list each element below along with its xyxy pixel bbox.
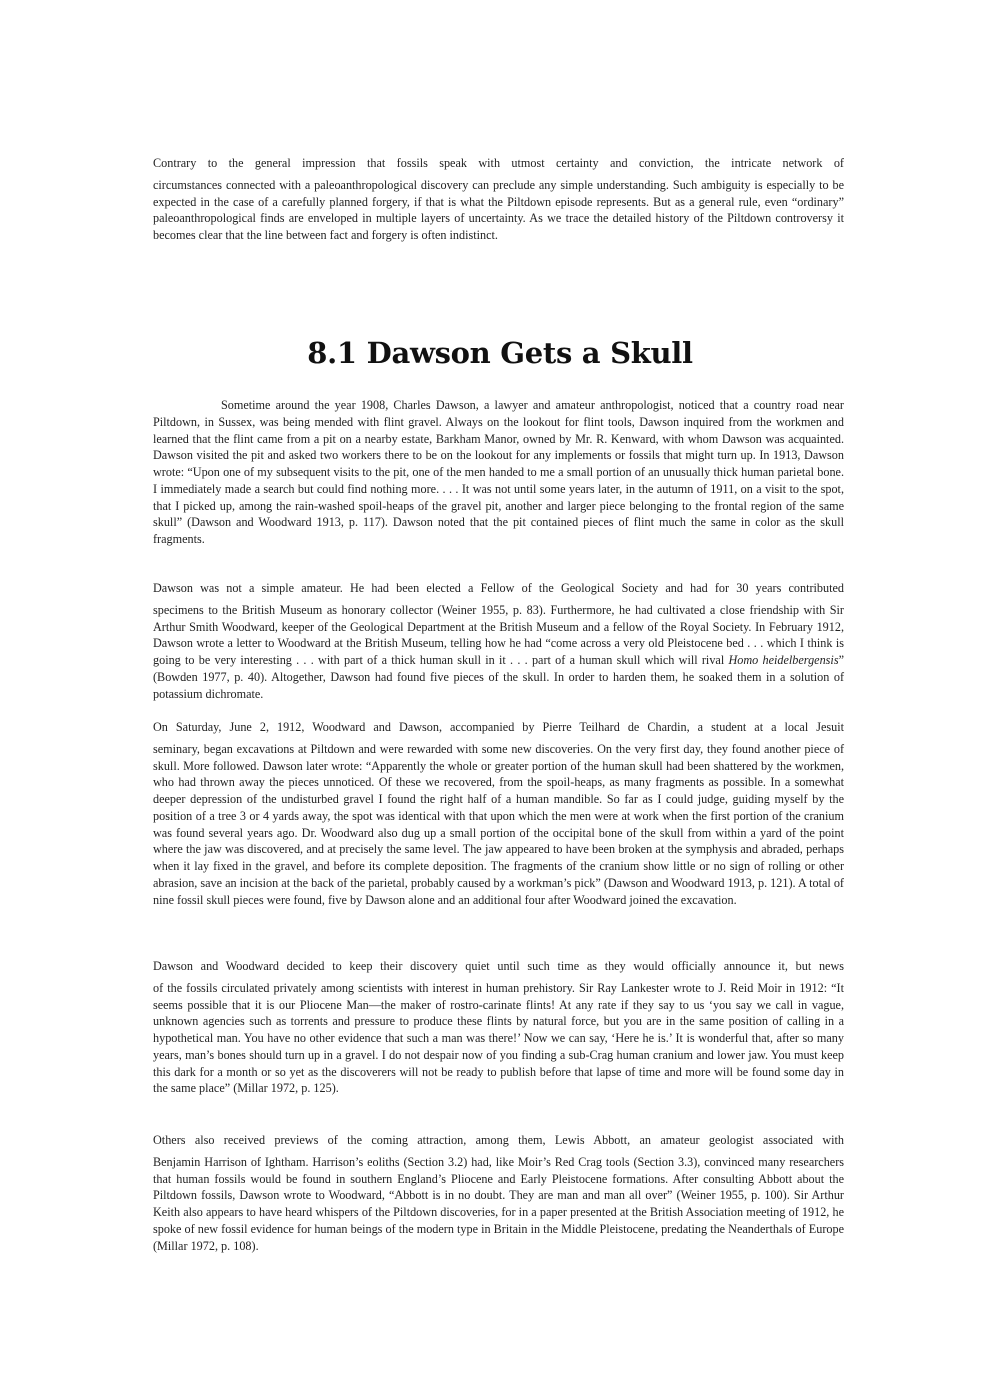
paragraph-5 [153,1132,844,1254]
paragraph-3-first-line: On Saturday, June 2, 1912, Woodward and Dawson, accompanied by Pierre Teilhard de Chardin, a student at a local Jesuit [153,720,844,734]
paragraph-4-first-line: Dawson and Woodward decided to keep their discovery quiet until such time as they would officially announce it, but news [153,959,844,973]
paragraph-2-italic-species: Homo heidelbergensis [728,653,839,667]
paragraph-1-text: Sometime around the year 1908, Charles Dawson, a lawyer and amateur anthropologist, noticed that a country road near Piltdown, in Sussex, was being mended with flint gravel. Always on the lookout for flint tools, Dawson inquired from the workmen and learned that the flint came from a pit on a nearby estate, Barkham Manor, owned by Mr. R. Kenward, with whom Dawson was acquainted. Dawson visited the pit and asked two workers there to be on the lookout for any implements or fossils that might turn up. In 1913, Dawson wrote: “Upon one of my subsequent visits to the pit, one of the men handed to me a small portion of an unusually thick human parietal bone. I immediately made a search but could find nothing more. . . . It was not until some years later, in the autumn of 1911, on a visit to the spot, that I picked up, among the rain-washed spoil-heaps of the gravel pit, another and larger piece belonging to the frontal region of the same skull” (Dawson and Woodward 1913, p. 117). Dawson noted that the pit contained pieces of flint much the same in color as the skull fragments. [153,398,844,546]
paragraph-2-text-b: ” (Bowden 1977, p. 40). Altogether, Dawson had found five pieces of the skull. In order to harden them, he soaked them in a solution of potassium dichromate. [153,653,844,701]
paragraph-4 [153,958,844,1097]
paragraph-3 [153,719,844,908]
paragraph-3-text: seminary, began excavations at Piltdown and were rewarded with some new discoveries. On the very first day, they found another piece of skull. More followed. Dawson later wrote: “Apparently the whole or greater portion of the human skull had been shattered by the workmen, who had thrown away the pieces unnoticed. Of these we recovered, from the spoil-heaps, as many fragments as possible. In a somewhat deeper depression of the undisturbed gravel I found the right half of a human mandible. So far as I could judge, guiding myself by the position of a tree 3 or 4 yards away, the spot was identical with that upon which the men were at work when the first portion of the cranium was found several years ago. Dr. Woodward also dug up a small portion of the occipital bone of the skull from within a yard of the point where the jaw was discovered, and at precisely the same level. The jaw appeared to have been broken at the symphysis and abraded, perhaps when it lay fixed in the gravel, and before its complete deposition. The fragments of the cranium show little or no sign of rolling or other abrasion, save an incision at the back of the parietal, probably caused by a workman’s pick” (Dawson and Woodward 1913, p. 121). A total of nine fossil skull pieces were found, five by Dawson alone and an additional four after Woodward joined the excavation. [153,741,844,907]
paragraph-1 [153,397,844,548]
paragraph-4-text: of the fossils circulated privately among scientists with interest in human prehistory. Sir Ray Lankester wrote to J. Reid Moir in 1912: “It seems possible that it is our Pliocene Man—the maker of rostro-carinate flints! At any rate if they say to us ‘you say we call in vague, unknown agencies such as torrents and pressure to produce these flints by natural force, but you are in the same position of calling in a hypothetical man. You have no other evidence that such a man was there!’ Now we can say, ‘Here he is.’ It is wonderful that, after so many years, man’s bones should turn up in a gravel. I do not despair now of you finding a sub-Crag human cranium and lower jaw. You must keep this dark for a month or so yet as the discoverers will not be ready to publish before that lapse of time and more will be found some day in the same place” (Millar 1972, p. 125). [153,980,844,1096]
intro-paragraph [153,155,844,244]
paragraph-2 [153,580,844,702]
section-heading: 8.1 Dawson Gets a Skull [307,336,693,370]
intro-text: circumstances connected with a paleoanthropological discovery can preclude any simple understanding. Such ambiguity is especially to be expected in the case of a carefully planned forgery, if that is what the Piltdown episode represents. But as a general rule, even “ordinary” paleoanthropological finds are enveloped in multiple layers of uncertainty. As we trace the detailed history of the Piltdown controversy it becomes clear that the line between fact and forgery is often indistinct. [153,177,844,242]
intro-block [153,155,844,244]
paragraph-2-first-line: Dawson was not a simple amateur. He had been elected a Fellow of the Geological Society and had for 30 years contributed [153,581,844,595]
paragraph-2-text-a: specimens to the British Museum as honorary collector (Weiner 1955, p. 83). Furthermore, he had cultivated a close friendship with Sir Arthur Smith Woodward, keeper of the Geological Department at the British Museum and a fellow of the Royal Society. In February 1912, Dawson wrote a letter to Woodward at the British Museum, telling how he had “come across a very old Pleistocene bed . . . which I think is going to be very interesting . . . with part of a thick human skull in it . . . part of a human skull which will rival [153,602,844,667]
paragraph-5-first-line: Others also received previews of the coming attraction, among them, Lewis Abbott, an amateur geologist associated with [153,1133,844,1147]
intro-first-line: Contrary to the general impression that fossils speak with utmost certainty and conviction, the intricate network of [153,156,844,170]
paragraph-5-text: Benjamin Harrison of Ightham. Harrison’s eoliths (Section 3.2) had, like Moir’s Red Crag tools (Section 3.3), convinced many researchers that human fossils would be found in southern England’s Pliocene and Early Pleistocene formations. After consulting Abbott about the Piltdown fossils, Dawson wrote to Woodward, “Abbott is in no doubt. They are man and man all over” (Weiner 1955, p. 100). Sir Arthur Keith also appears to have heard whispers of the Piltdown discoveries, for in a paper presented at the British Association meeting of 1912, he spoke of new fossil evidence for human beings of the modern type in Britain in the Middle Pleistocene, predating the Neanderthals of Europe (Millar 1972, p. 108). [153,1154,844,1253]
